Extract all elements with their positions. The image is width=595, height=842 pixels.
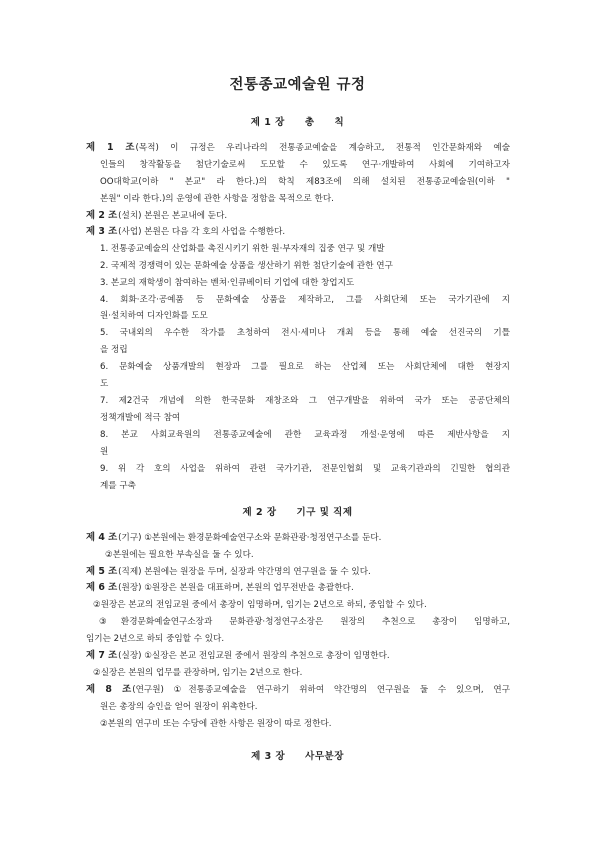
list-item: 계를 구축 [100,481,136,491]
article-6-line-4: 임기는 2년으로 하되 중임할 수 있다. [86,634,225,644]
article-1-text: (목적) 이 규정은 우리나라의 전통종교예술을 계승하고, 전통적 인간문화재와 예술 [135,143,510,153]
article-8-line-3: ②본원의 연구비 또는 수당에 관한 사항은 원장이 따로 정한다. [100,719,332,729]
list-item: 원·설치하여 디자인화를 도모 [100,311,208,321]
article-5-text: (직제) 본원에는 원장을 두며, 실장과 약간명의 연구원을 둘 수 있다. [118,567,371,577]
article-6-line-2: ②원장은 본교의 전임교원 중에서 총장이 임명하며, 임기는 2년으로 하되, 중임할 수 있다. [93,600,427,610]
list-item: 9. 위 각 호의 사업을 위하여 관련 국가기관, 전문인협회 및 교육기관과의 긴밀한 협의관 [100,464,510,474]
list-item: 정책개발에 적극 참여 [100,413,181,423]
article-4-line-1 [86,532,381,544]
list-item: 을 정립 [100,345,128,355]
article-5-number: 제 5 조 [86,566,118,577]
article-1-line-4: 본원" 이라 한다.)의 운영에 관한 사항을 정함을 목적으로 한다. [100,194,334,204]
article-8-number: 제 8 조 [86,684,132,695]
article-1-line-2: 인들의 창작활동을 첨단기술로써 도모할 수 있도록 연구·개발하여 사회에 기여하고자 [100,160,510,170]
article-3-line [86,226,285,238]
article-5-line [86,566,371,578]
list-item: 4. 회화·조각·공예품 등 문화예술 상품을 제작하고, 그를 사회단체 또는 국가기관에 지 [100,295,510,305]
article-6-line-1 [86,582,354,594]
chapter-2-heading: 제 2 장 기구 및 직제 [242,507,353,518]
article-4-number: 제 4 조 [86,532,118,543]
article-1-line-3: OO대학교(이하 " 본교" 라 한다.)의 학칙 제83조에 의해 설치된 전통종교예술원(이하 " [100,177,510,187]
article-8-line-1 [86,684,510,696]
article-6-text: (원장) ①원장은 본원을 대표하며, 본원의 업무전반을 총괄한다. [118,583,354,593]
article-2-number: 제 2 조 [86,210,118,221]
list-item: 5. 국내외의 우수한 작가를 초청하여 전시·세미나 개최 등을 통해 예술 선진국의 기틀 [100,328,510,338]
chapter-1-heading: 제 1 장 총 칙 [250,117,345,128]
article-8-line-2: 원은 총장의 승인을 얻어 원장이 위촉한다. [100,702,258,712]
article-2-line [86,210,227,222]
article-3-text: (사업) 본원은 다음 각 호의 사업을 수행한다. [118,227,286,237]
article-6-line-3: ③환경문화예술연구소장과 문화관광·청정연구소장은 원장의 추천으로 총장이 임명하고, [99,617,510,627]
list-item: 1. 전통종교예술의 산업화를 촉진시키기 위한 원·부자재의 집중 연구 및 개발 [100,244,385,254]
article-4-line-2: ②본원에는 필요한 부속실을 둘 수 있다. [105,550,254,560]
list-item: 7. 제2건국 개념에 의한 한국문화 재창조와 그 연구개발을 위하여 국가 또는 공공단체의 [100,396,510,406]
article-7-line-1 [86,650,390,662]
article-4-text: (기구) ①본원에는 환경문화예술연구소와 문화관광·청정연구소를 둔다. [118,533,382,543]
article-6-number: 제 6 조 [86,582,118,593]
chapter-3-heading: 제 3 장 사무분장 [251,751,344,762]
list-item: 원 [100,447,109,457]
article-7-text: (실장) ①실장은 본교 전임교원 중에서 원장의 추천으로 총장이 임명한다. [118,651,390,661]
article-7-line-2: ②실장은 본원의 업무를 관장하며, 임기는 2년으로 한다. [93,668,303,678]
article-2-text: (설치) 본원은 본교내에 둔다. [118,211,228,221]
article-1-number: 제 1 조 [86,142,135,153]
article-1-line-1 [86,142,510,154]
article-7-number: 제 7 조 [86,650,118,661]
list-item: 3. 본교의 재학생이 참여하는 벤쳐·인큐베이터 기업에 대한 창업지도 [100,278,355,288]
article-3-number: 제 3 조 [86,226,118,237]
document-title: 전통종교예술원 규정 [229,77,366,93]
list-item: 도 [100,379,109,389]
list-item: 8. 본교 사회교육원의 전통종교예술에 관한 교육과정 개설·운영에 따른 제반사항을 지 [100,430,510,440]
list-item: 6. 문화예술 상품개발의 현장과 그를 필요로 하는 산업체 또는 사회단체에 대한 현장지 [100,362,510,372]
list-item: 2. 국제적 경쟁력이 있는 문화예술 상품을 생산하기 위한 첨단기술에 관한 연구 [100,261,393,271]
article-8-text: (연구원) ①전통종교예술을 연구하기 위하여 약간명의 연구원을 둘 수 있으며, 연구 [132,685,510,695]
